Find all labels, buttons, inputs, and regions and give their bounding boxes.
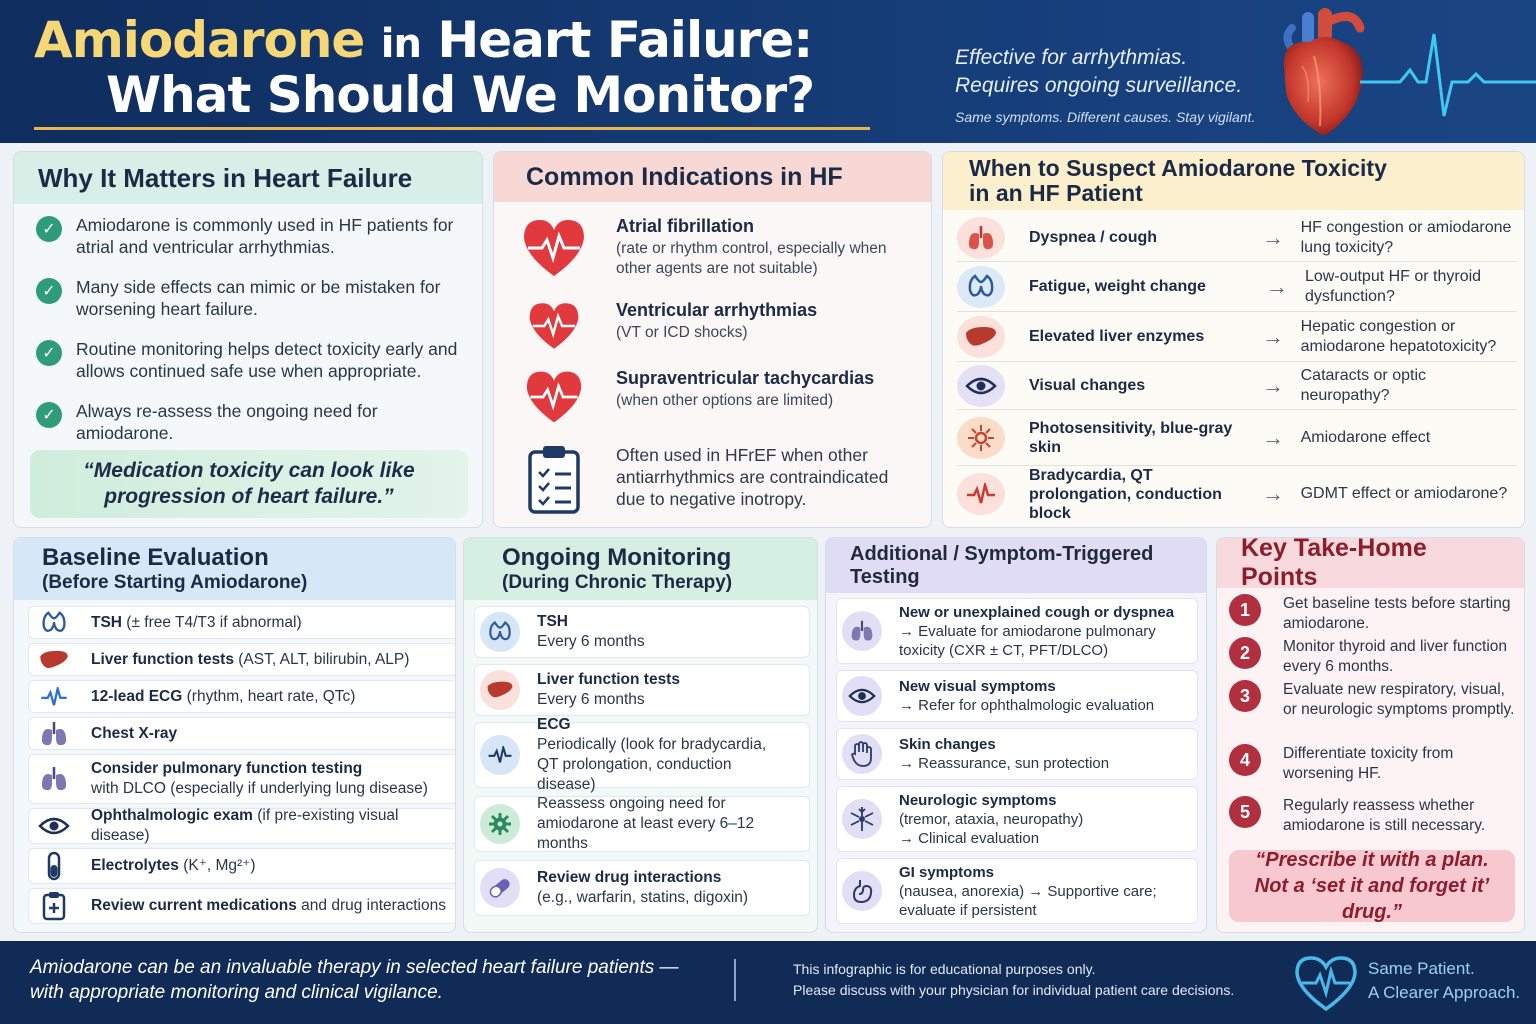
check-icon: ✓ [36,216,62,242]
why-title: Why It Matters in Heart Failure [38,162,413,193]
baseline-bold: Consider pulmonary function testing [91,760,363,777]
suspect-title-line1: When to Suspect Amiodarone Toxicity [969,155,1387,181]
indication-item-2 [514,300,924,352]
key-text: Differentiate toxicity from worsening HF. [1283,745,1454,782]
baseline-bold: 12-lead ECG [91,687,183,705]
additional-rest: → Refer for ophthalmologic evaluation [899,697,1155,714]
suspect-cause: Low-output HF or thyroid dysfunction? [1305,267,1482,305]
ongoing-monitoring-panel [463,537,818,933]
heart-ecg-icon [514,300,594,352]
additional-rest: → Reassurance, sun protection [899,755,1110,772]
thyroid-icon [957,266,1005,308]
why-item-4 [36,400,476,444]
why-text: Routine monitoring helps detect toxicity early and allows continued safe use when appropriate. [76,339,458,381]
key-title: Key Take-Home Points [1241,537,1427,591]
clipboard-plus-icon [29,891,79,921]
arrow-icon: → [1261,481,1284,506]
number-badge: 4 [1229,744,1261,776]
baseline-header [14,538,455,600]
heart-ecg-icon [514,368,594,426]
indications-title: Common Indications in HF [526,162,843,191]
lungs-icon [29,720,79,748]
ongoing-row [474,796,810,852]
baseline-rest: (AST, ALT, bilirubin, ALP) [233,650,410,668]
indication-item-3 [514,368,924,426]
ongoing-row [474,860,810,916]
clipboard-checklist-icon [514,444,594,514]
indication-title: Atrial fibrillation [616,216,755,236]
indications-header [494,152,931,202]
key-text: Evaluate new respiratory, visual, or neurologic symptoms promptly. [1283,681,1515,718]
additional-bold: Neurologic symptoms [899,791,1057,809]
suspect-row-6 [957,466,1517,522]
baseline-subtitle: (Before Starting Amiodarone) [42,572,308,593]
ongoing-bold: TSH [537,613,568,630]
suspect-cause: Amiodarone effect [1300,428,1431,446]
disclaimer-line1: This infographic is for educational purposes only. [793,961,1096,977]
indication-desc: (VT or ICD shocks) [616,324,748,341]
footer-divider [734,959,736,1001]
why-item-1 [36,214,476,258]
suspect-symptom: Bradycardia, QT prolongation, conduction block [1029,466,1222,522]
key-item-2 [1229,637,1519,676]
ongoing-row [474,664,810,716]
baseline-row [28,643,456,676]
baseline-bold: Liver function tests [91,650,234,668]
ecg-icon [29,687,79,707]
thyroid-icon [29,609,79,637]
baseline-rest: (± free T4/T3 if abnormal) [122,613,302,631]
lungs-icon [957,217,1005,259]
baseline-rest: and drug interactions [296,897,446,914]
test-tube-icon [29,851,79,881]
additional-row [836,670,1198,722]
common-indications-panel [493,151,932,528]
baseline-bold: TSH [91,613,122,631]
ongoing-rest: Periodically (look for bradycardia, QT prolongation, conduction disease) [537,736,767,793]
tagline-1: Effective for arrhythmias. [955,46,1188,69]
suspect-cause: HF congestion or amiodarone lung toxicity? [1300,218,1512,256]
key-item-1 [1229,594,1519,633]
baseline-bold: Review current medications [91,897,297,914]
why-text: Many side effects can mimic or be mistaken for worsening heart failure. [76,277,441,319]
title-in: in [380,21,421,67]
baseline-row [28,848,456,884]
check-icon: ✓ [36,340,62,366]
footer-message [30,955,679,1005]
suspect-row-4 [957,362,1517,410]
additional-row [836,598,1198,664]
liver-icon [957,316,1005,358]
ongoing-header [464,538,817,600]
baseline-bold: Electrolytes [91,857,179,874]
suspect-cause: Hepatic congestion or amiodarone hepatotoxicity? [1300,317,1497,355]
baseline-rest: (K⁺, Mg²⁺) [178,857,256,874]
page-title-line2: What Should We Monitor? [106,66,815,124]
why-text: Always re-assess the ongoing need for amiodarone. [76,401,378,443]
key-item-3 [1229,680,1519,719]
arrow-icon: → [1261,224,1284,250]
footer-tagline-1: Same Patient. [1368,959,1475,978]
ongoing-row [474,716,810,793]
key-quote-line1: “Prescribe it with a plan. [1255,849,1489,871]
additional-bold: New or unexplained cough or dyspnea [899,603,1175,621]
number-badge: 5 [1229,796,1261,828]
why-item-3 [36,338,476,382]
additional-bold: GI symptoms [899,863,995,881]
suspect-cause: GDMT effect or amiodarone? [1300,485,1508,502]
indication-note-text: Often used in HFrEF when other antiarrhythmics are contraindicated due to negative inotropy. [616,445,889,509]
title-accent: Amiodarone [34,11,365,69]
additional-row [836,858,1198,924]
additional-rest: (nausea, anorexia) → Supportive care; evaluate if persistent [899,882,1157,919]
ongoing-rest: Every 6 months [537,691,645,708]
ongoing-title: Ongoing Monitoring [502,544,732,571]
suspect-symptom: Elevated liver enzymes [1029,328,1205,345]
ecg-line-icon [1360,20,1536,130]
suspect-cause: Cataracts or optic neuropathy? [1300,366,1426,404]
additional-row [836,728,1198,780]
additional-rest: (tremor, ataxia, neuropathy) → Clinical evaluation [899,810,1084,847]
ongoing-row [474,606,810,658]
check-icon: ✓ [36,402,62,428]
baseline-row [28,754,456,804]
suspect-symptom: Fatigue, weight change [1029,278,1206,295]
tagline-2: Requires ongoing surveillance. [955,74,1243,97]
additional-bold: Skin changes [899,736,996,753]
indication-desc: (rate or rhythm control, especially when other agents are not suitable) [616,240,887,277]
suspect-row-1 [957,214,1517,262]
eye-icon [837,676,887,716]
ecg-icon [957,473,1005,515]
key-item-4 [1229,744,1519,783]
indication-desc: (when other options are limited) [616,392,834,409]
ongoing-rest: Every 6 months [537,633,645,650]
additional-row [836,786,1198,852]
lungs-icon [29,765,79,793]
suspect-symptom: Dyspnea / cough [1029,229,1158,246]
pill-icon [475,868,525,908]
gear-icon [475,804,525,844]
sun-icon [957,417,1005,459]
suspect-row-3 [957,312,1517,362]
lungs-icon [837,611,887,651]
baseline-row [28,717,456,750]
header-banner [0,0,1536,143]
title-underline [34,127,870,130]
ongoing-bold: ECG [537,716,571,733]
suspect-symptom: Visual changes [1029,377,1146,394]
indication-title: Supraventricular tachycardias [616,368,875,388]
why-it-matters-panel [13,151,483,528]
baseline-rest: with DLCO (especially if underlying lung disease) [91,780,428,797]
page-title-line1 [34,11,813,69]
ongoing-bold: Liver function tests [537,671,680,688]
check-icon: ✓ [36,278,62,304]
neuron-icon [837,799,887,839]
arrow-icon: → [1261,372,1284,398]
key-text: Get baseline tests before starting amiodarone. [1283,595,1511,632]
baseline-row [28,680,456,713]
suspect-header [943,152,1524,210]
key-text: Monitor thyroid and liver function every 6 months. [1283,638,1508,675]
why-quote: “Medication toxicity can look like progression of heart failure.” [30,450,468,518]
key-points-panel [1216,537,1525,933]
suspect-symptom: Photosensitivity, blue-gray skin [1029,419,1233,456]
liver-icon [475,670,525,710]
ongoing-rest: Reassess ongoing need for amiodarone at least every 6–12 months [537,795,755,852]
footer-tagline-2: A Clearer Approach. [1368,983,1521,1002]
suspect-row-2 [957,262,1517,312]
baseline-evaluation-panel [13,537,456,933]
key-item-5 [1229,796,1519,835]
heart-logo-icon [1294,955,1358,1013]
baseline-rest: (if pre-existing visual disease) [91,807,399,844]
why-list [36,214,476,462]
number-badge: 2 [1229,637,1261,669]
ecg-icon [475,735,525,775]
suspect-row-5 [957,410,1517,466]
title-rest: Heart Failure: [437,11,813,69]
baseline-bold: Chest X-ray [91,724,178,742]
number-badge: 1 [1229,594,1261,626]
ongoing-rest: (e.g., warfarin, statins, digoxin) [537,889,749,906]
footer-line2: with appropriate monitoring and clinical vigilance. [30,982,443,1003]
suspect-toxicity-panel [942,151,1525,528]
disclaimer-line2: Please discuss with your physician for individual patient care decisions. [793,982,1235,998]
eye-icon [29,816,79,836]
indication-title: Ventricular arrhythmias [616,300,818,320]
footer-tagline [1368,957,1520,1005]
ongoing-bold: Review drug interactions [537,869,722,886]
heart-ecg-icon [514,216,594,280]
additional-title: Additional / Symptom-Triggered Testing [850,542,1154,588]
baseline-row [28,808,456,844]
footer-line1: Amiodarone can be an invaluable therapy in selected heart failure patients — [30,957,679,978]
baseline-title: Baseline Evaluation [42,544,269,571]
key-header [1217,537,1524,591]
liver-icon [29,649,79,671]
key-quote [1229,850,1515,922]
footer [0,941,1536,1024]
number-badge: 3 [1229,680,1261,712]
indication-note [514,444,924,514]
indication-item-1 [514,216,924,280]
arrow-icon: → [1266,273,1288,299]
why-text: Amiodarone is commonly used in HF patients for atrial and ventricular arrhythmias. [76,215,454,257]
baseline-row [28,888,456,924]
additional-testing-panel [825,537,1207,933]
footer-disclaimer [793,959,1234,1001]
baseline-rest: (rhythm, heart rate, QTc) [182,687,356,705]
additional-bold: New visual symptoms [899,678,1056,695]
additional-header [826,538,1206,593]
arrow-icon: → [1261,424,1284,450]
stomach-icon [837,871,887,911]
why-header [14,152,482,204]
additional-rest: → Evaluate for amiodarone pulmonary toxicity (CXR ± CT, PFT/DLCO) [899,622,1156,659]
ongoing-subtitle: (During Chronic Therapy) [502,572,733,593]
eye-icon [957,365,1005,407]
hand-icon [837,734,887,774]
suspect-title-line2: in an HF Patient [969,180,1143,206]
tagline-small: Same symptoms. Different causes. Stay vigilant. [955,109,1256,125]
baseline-bold: Ophthalmologic exam [91,807,253,824]
thyroid-icon [475,612,525,652]
key-quote-line2: Not a ‘set it and forget it’ drug.” [1254,875,1490,923]
key-text: Regularly reassess whether amiodarone is still necessary. [1283,797,1486,834]
baseline-row [28,606,456,639]
arrow-icon: → [1261,323,1284,349]
why-item-2 [36,276,476,320]
